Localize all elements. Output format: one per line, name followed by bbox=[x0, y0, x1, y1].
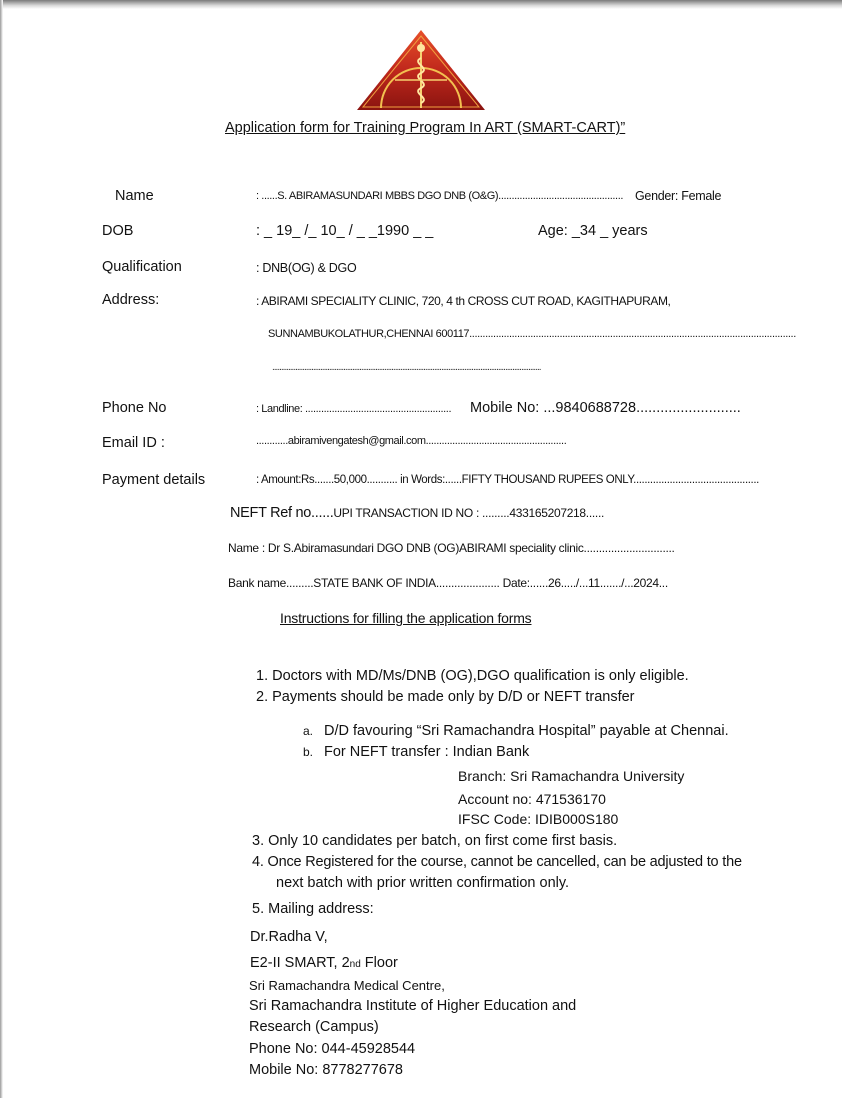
page-left-edge bbox=[0, 0, 3, 1098]
payer-name: Name : Dr S.Abiramasundari DGO DNB (OG)ABIRAMI speciality clinic.............................. bbox=[228, 541, 675, 555]
email-value: ............abiramivengatesh@gmail.com..................................................... bbox=[256, 435, 567, 447]
mailing-name: Dr.Radha V, bbox=[250, 929, 328, 945]
email-label: Email ID : bbox=[102, 435, 165, 451]
sub-item-b-marker: b. bbox=[303, 745, 314, 759]
mailing-centre: Sri Ramachandra Medical Centre, bbox=[249, 978, 445, 993]
bank-ifsc: IFSC Code: IDIB000S180 bbox=[458, 811, 619, 827]
qualification-label: Qualification bbox=[102, 259, 182, 275]
instruction-item-4-continued: next batch with prior written confirmation only. bbox=[276, 875, 570, 891]
address-label: Address: bbox=[102, 292, 160, 308]
age-value: Age: _34 _ years bbox=[538, 223, 648, 239]
neft-reference bbox=[230, 505, 604, 521]
mailing-research: Research (Campus) bbox=[249, 1019, 379, 1035]
address-line-3: ....................................................................................................................................................... bbox=[272, 362, 541, 373]
phone-label: Phone No bbox=[102, 400, 167, 416]
address-line-2: SUNNAMBUKOLATHUR,CHENNAI 600117........................................................................................................................... bbox=[268, 328, 796, 340]
name-value: : ......S. ABIRAMASUNDARI MBBS DGO DNB (O&G)............................................... bbox=[256, 190, 624, 202]
payment-value: : Amount:Rs.......50,000........... in Words:......FIFTY THOUSAND RUPEES ONLY............................................. bbox=[256, 474, 759, 486]
mobile-value: Mobile No: ...9840688728.......................... bbox=[470, 400, 741, 416]
instruction-item-1: 1. Doctors with MD/Ms/DNB (OG),DGO qualification is only eligible. bbox=[256, 668, 689, 684]
mailing-mobile: Mobile No: 8778277678 bbox=[249, 1062, 403, 1078]
address-line-1: : ABIRAMI SPECIALITY CLINIC, 720, 4 th CROSS CUT ROAD, KAGITHAPURAM, bbox=[256, 294, 671, 308]
institution-logo-icon bbox=[355, 28, 487, 114]
mailing-floor bbox=[250, 955, 398, 971]
form-title: Application form for Training Program In ART (SMART-CART)” bbox=[225, 120, 626, 136]
bank-details: Bank name.........STATE BANK OF INDIA..................... Date:......26...../...11......./...2024... bbox=[228, 576, 668, 590]
neft-prefix: NEFT Ref no...... bbox=[230, 505, 334, 521]
instruction-item-5: 5. Mailing address: bbox=[252, 901, 374, 917]
sub-item-a: D/D favouring “Sri Ramachandra Hospital” payable at Chennai. bbox=[324, 723, 729, 739]
mailing-institute: Sri Ramachandra Institute of Higher Education and bbox=[249, 998, 577, 1014]
page-top-edge bbox=[0, 0, 842, 9]
instruction-item-4: 4. Once Registered for the course, cannot be cancelled, can be adjusted to the bbox=[252, 854, 742, 870]
name-label: Name bbox=[115, 188, 154, 204]
neft-value: UPI TRANSACTION ID NO : .........433165207218...... bbox=[333, 506, 605, 520]
qualification-value: : DNB(OG) & DGO bbox=[256, 261, 357, 275]
instruction-item-2: 2. Payments should be made only by D/D or NEFT transfer bbox=[256, 689, 635, 705]
gender-value: Gender: Female bbox=[635, 189, 722, 203]
bank-branch: Branch: Sri Ramachandra University bbox=[458, 768, 685, 784]
bank-account: Account no: 471536170 bbox=[458, 791, 606, 807]
sub-item-b: For NEFT transfer : Indian Bank bbox=[324, 744, 530, 760]
payment-label: Payment details bbox=[102, 472, 206, 488]
mailing-floor-prefix: E2-II SMART, 2 bbox=[250, 955, 350, 971]
mailing-floor-post: Floor bbox=[360, 955, 398, 971]
sub-item-a-marker: a. bbox=[303, 724, 314, 738]
dob-label: DOB bbox=[102, 223, 134, 239]
mailing-phone: Phone No: 044-45928544 bbox=[249, 1041, 416, 1057]
instructions-title: Instructions for filling the application forms bbox=[280, 610, 532, 626]
dob-value: : _ 19_ /_ 10_ / _ _1990 _ _ bbox=[256, 223, 434, 239]
landline-value: : Landline: ....................................................... bbox=[256, 403, 452, 415]
instruction-item-3: 3. Only 10 candidates per batch, on first come first basis. bbox=[252, 833, 618, 849]
mailing-floor-suffix: nd bbox=[349, 959, 361, 970]
